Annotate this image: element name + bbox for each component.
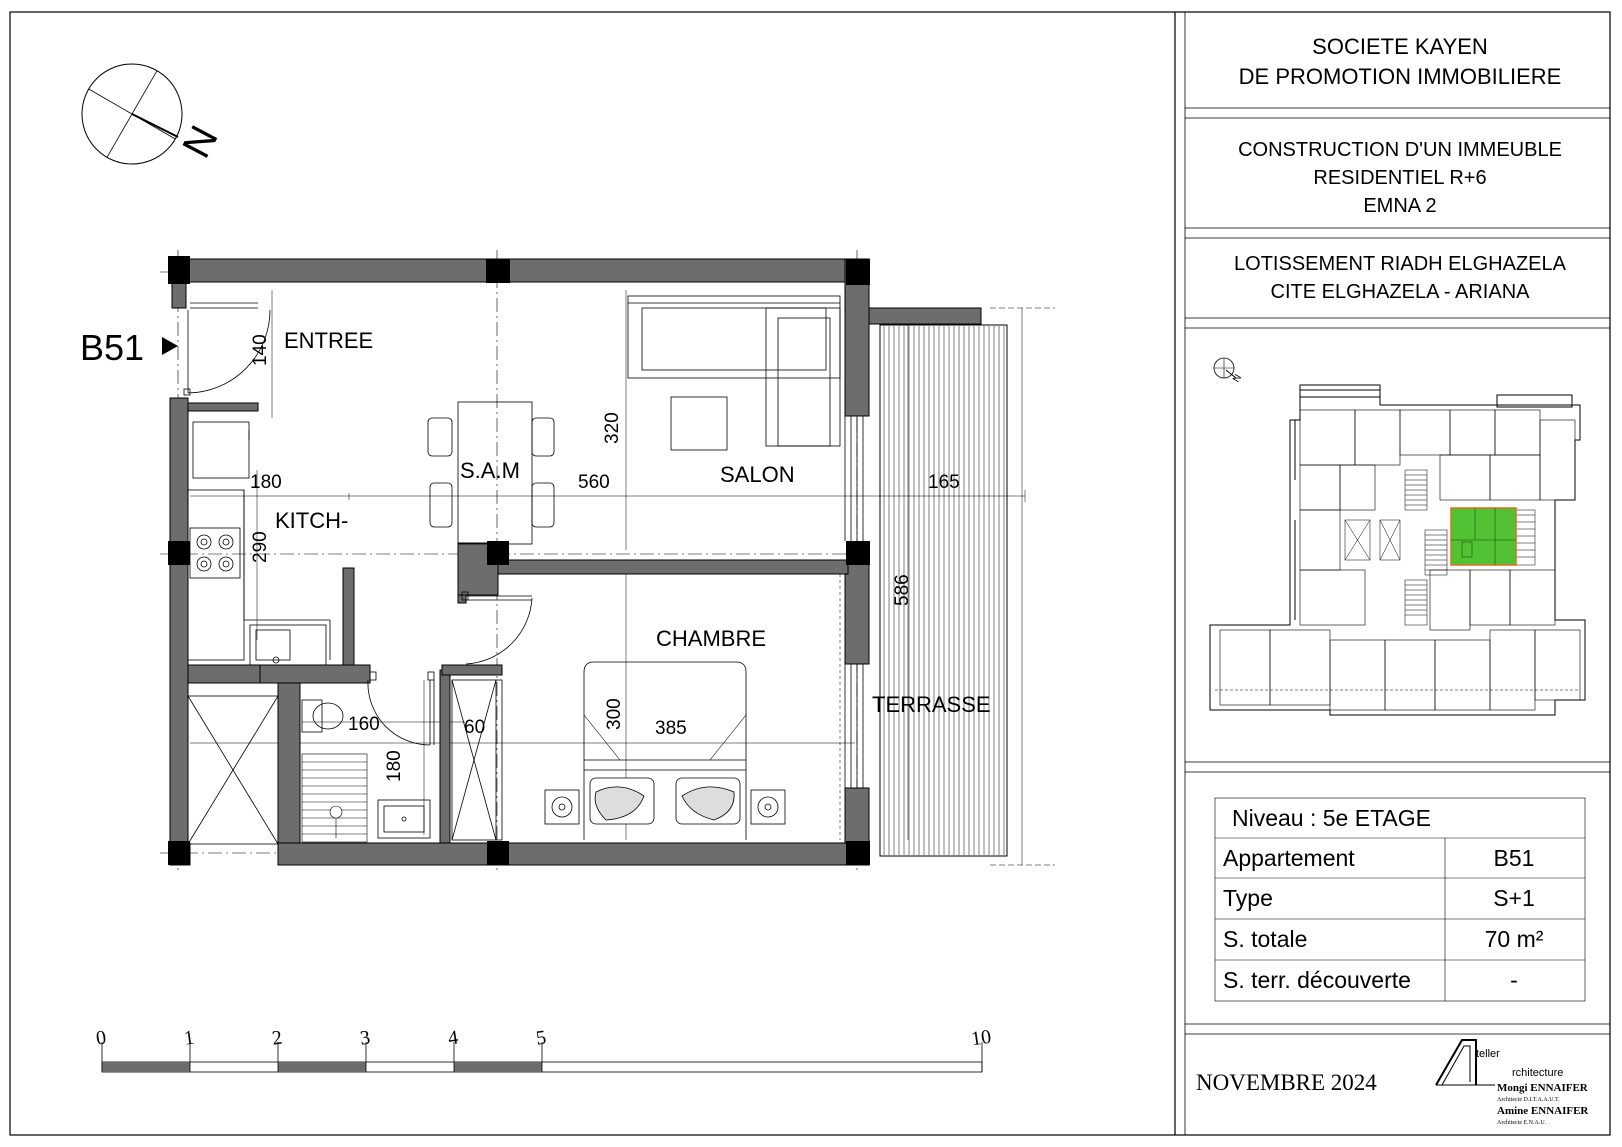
- logo-word-1: teller: [1476, 1048, 1500, 1060]
- entry-arrow-icon: [162, 337, 178, 355]
- toilet-icon: [302, 700, 343, 732]
- room-label-chambre: CHAMBRE: [656, 626, 767, 651]
- info-table: [1215, 798, 1585, 1001]
- sofa-icon: [628, 296, 840, 450]
- info-level: Niveau : 5e ETAGE: [1232, 805, 1431, 831]
- scale-bar-segment: [102, 1062, 190, 1072]
- info-row-value: B51: [1493, 845, 1535, 871]
- room-label-kitchen: KITCH-: [275, 508, 349, 533]
- info-row-value: -: [1510, 967, 1518, 993]
- scale-bar: [95, 1026, 993, 1072]
- room-label-salon: SALON: [720, 462, 795, 487]
- dim-165: 165: [928, 472, 960, 493]
- info-row-value: 70 m²: [1484, 926, 1544, 952]
- architect-title-2: Architecte E.N.A.U.: [1497, 1120, 1547, 1126]
- dim-320: 320: [602, 412, 623, 444]
- dim-180-bath: 180: [384, 750, 405, 782]
- apartment-tag: B51: [80, 327, 145, 368]
- bed-icon: [545, 662, 785, 840]
- info-row-value: S+1: [1493, 885, 1535, 911]
- project-line-3: EMNA 2: [1363, 195, 1437, 217]
- dim-180-kitchen: 180: [250, 472, 282, 493]
- dim-60: 60: [464, 717, 486, 738]
- project-line-2: RESIDENTIEL R+6: [1313, 167, 1487, 189]
- date: NOVEMBRE 2024: [1196, 1070, 1377, 1095]
- architect-name-1: Mongi ENNAIFER: [1497, 1082, 1588, 1094]
- key-plan: [1210, 358, 1585, 715]
- company-line-2: DE PROMOTION IMMOBILIERE: [1238, 64, 1562, 89]
- dim-300: 300: [604, 698, 625, 730]
- scale-bar-label: 1: [182, 1026, 196, 1050]
- room-label-entree: ENTREE: [284, 328, 374, 353]
- cooktop-icon: [190, 528, 240, 578]
- scale-bar-label: 2: [270, 1026, 284, 1050]
- scale-bar-segment: [454, 1062, 542, 1072]
- svg-text:N: N: [1231, 372, 1245, 385]
- washbasin-icon: [378, 800, 430, 838]
- dim-290: 290: [250, 531, 271, 563]
- project-line-1: CONSTRUCTION D'UN IMMEUBLE: [1238, 139, 1562, 161]
- dim-586: 586: [892, 574, 913, 606]
- architect-logo: [1436, 1040, 1589, 1126]
- dim-385: 385: [655, 718, 687, 739]
- dim-560: 560: [578, 472, 610, 493]
- logo-word-2: rchitecture: [1512, 1067, 1564, 1079]
- info-row-label: S. totale: [1223, 926, 1308, 952]
- room-label-sam: S.A.M: [460, 458, 520, 483]
- north-arrow: [82, 64, 227, 165]
- shower-tray: [302, 754, 367, 842]
- scale-bar-label: 10: [969, 1025, 993, 1051]
- info-row-label: Type: [1223, 885, 1273, 911]
- room-label-terrasse: TERRASSE: [872, 692, 991, 717]
- location-line-2: CITE ELGHAZELA - ARIANA: [1270, 281, 1530, 303]
- key-plan-north-arrow: [1214, 358, 1244, 385]
- location-line-1: LOTISSEMENT RIADH ELGHAZELA: [1234, 253, 1566, 275]
- scale-bar-segment: [278, 1062, 366, 1072]
- dim-140: 140: [250, 334, 271, 366]
- dim-160: 160: [348, 714, 380, 735]
- company-line-1: SOCIETE KAYEN: [1312, 34, 1488, 59]
- north-label: N: [174, 118, 227, 165]
- scale-bar-label: 3: [358, 1026, 372, 1050]
- info-row-label: S. terr. découverte: [1223, 967, 1411, 993]
- room-labels: [275, 328, 991, 717]
- scale-bar-label: 4: [446, 1026, 460, 1050]
- scale-bar-label: 5: [534, 1026, 548, 1050]
- scale-bar-label: 0: [94, 1026, 108, 1050]
- architect-title-1: Architecte D.I.T.A.A.U.T.: [1497, 1097, 1560, 1103]
- architect-name-2: Amine ENNAIFER: [1497, 1105, 1589, 1117]
- key-plan-highlighted-apartment: [1451, 508, 1516, 565]
- info-row-label: Appartement: [1223, 845, 1355, 871]
